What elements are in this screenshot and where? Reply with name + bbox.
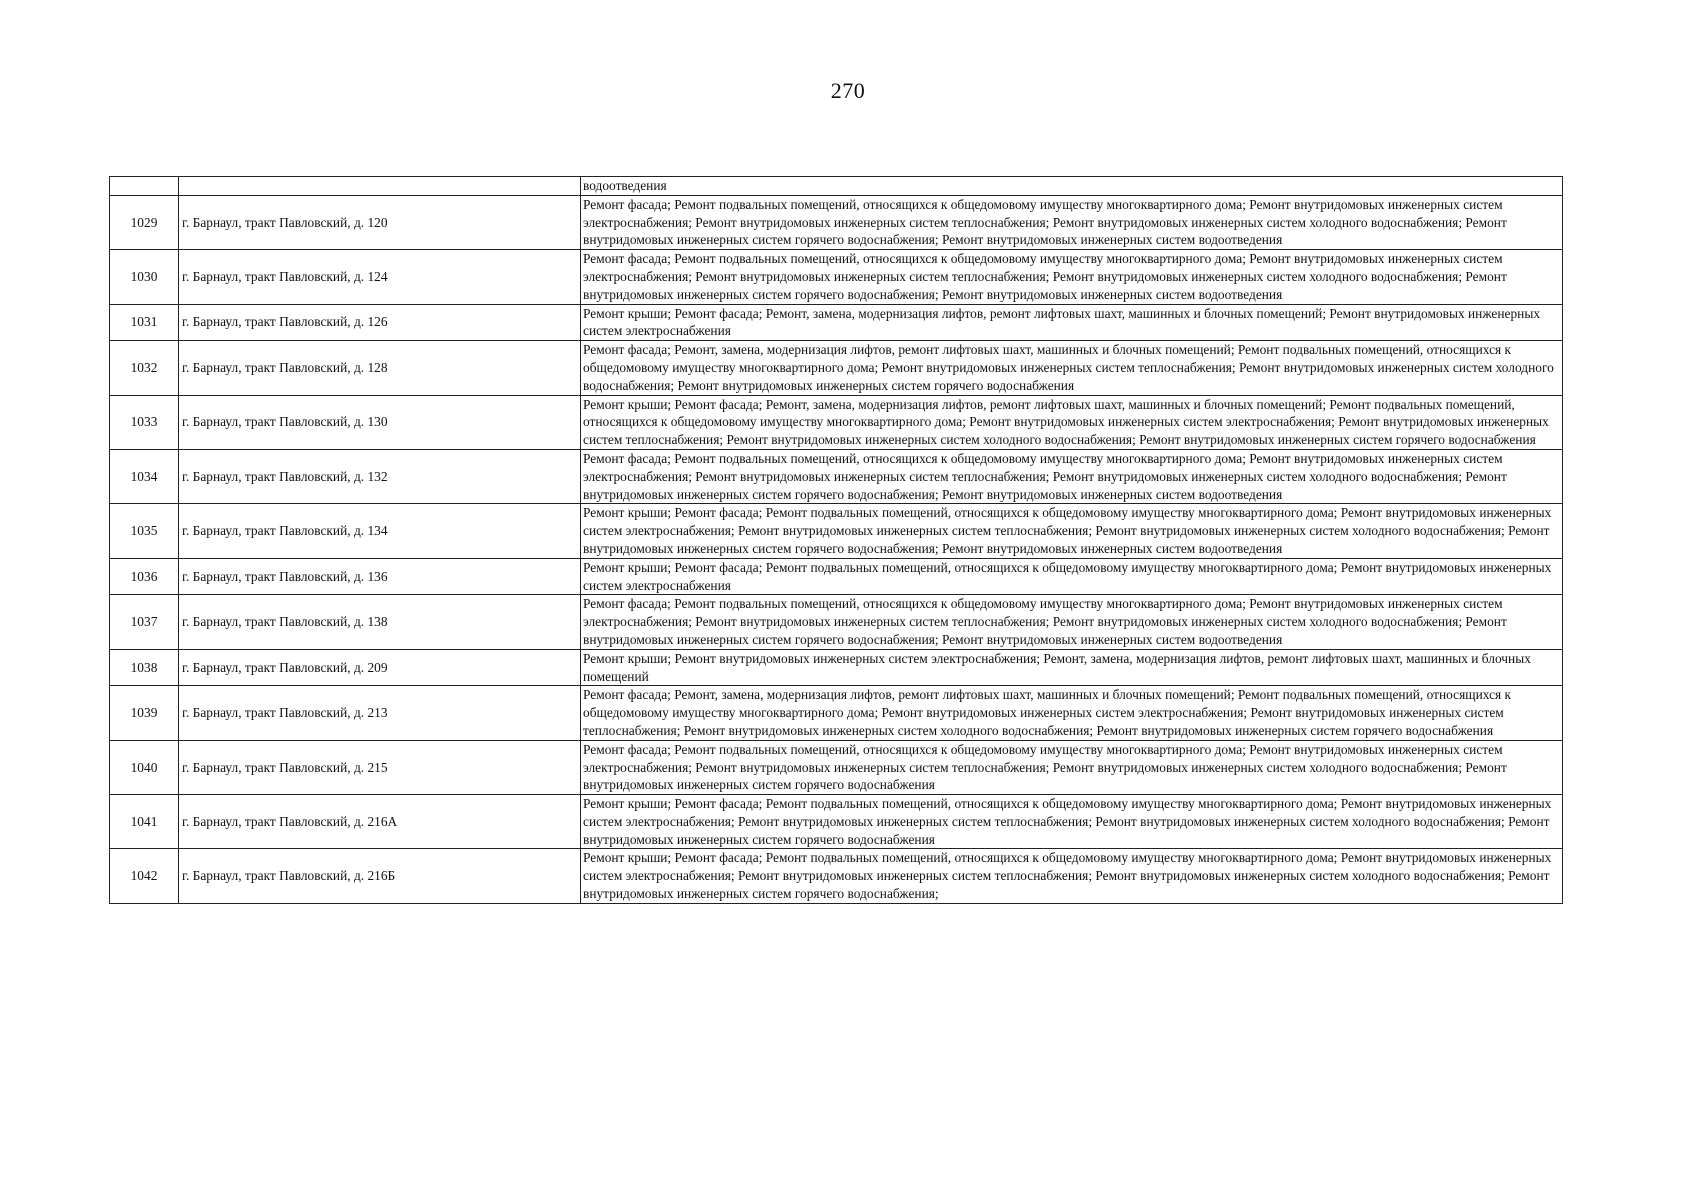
- works-cell: водоотведения: [581, 177, 1563, 196]
- works-cell: Ремонт крыши; Ремонт фасада; Ремонт подвальных помещений, относящихся к общедомовому имуществу многоквартирного дома; Ремонт внутридомовых инженерных систем электроснабжения; Ремонт внутридомовых инженерных систем теплоснабжения; Ремонт внутридомовых инженерных систем холодного водоснабжения; Ремонт внутридомовых инженерных систем горячего водоснабжения; Ремонт внутридомовых инженерных систем водоотведения: [581, 504, 1563, 558]
- address-cell: г. Барнаул, тракт Павловский, д. 132: [179, 449, 581, 503]
- row-number-cell: 1040: [110, 740, 179, 794]
- table-row: [110, 504, 1563, 558]
- row-number-cell: 1035: [110, 504, 179, 558]
- address-cell: г. Барнаул, тракт Павловский, д. 138: [179, 595, 581, 649]
- works-cell: Ремонт крыши; Ремонт фасада; Ремонт подвальных помещений, относящихся к общедомовому имуществу многоквартирного дома; Ремонт внутридомовых инженерных систем электроснабжения; Ремонт внутридомовых инженерных систем теплоснабжения; Ремонт внутридомовых инженерных систем холодного водоснабжения; Ремонт внутридомовых инженерных систем горячего водоснабжения: [581, 795, 1563, 849]
- table-row: [110, 449, 1563, 503]
- table-row: [110, 595, 1563, 649]
- works-cell: Ремонт фасада; Ремонт, замена, модернизация лифтов, ремонт лифтовых шахт, машинных и блочных помещений; Ремонт подвальных помещений, относящихся к общедомовому имуществу многоквартирного дома; Ремонт внутридомовых инженерных систем электроснабжения; Ремонт внутридомовых инженерных систем теплоснабжения; Ремонт внутридомовых инженерных систем холодного водоснабжения; Ремонт внутридомовых инженерных систем горячего водоснабжения: [581, 686, 1563, 740]
- repair-registry-table: [109, 176, 1563, 904]
- address-cell: г. Барнаул, тракт Павловский, д. 216Б: [179, 849, 581, 903]
- row-number-cell: 1029: [110, 195, 179, 249]
- address-cell: г. Барнаул, тракт Павловский, д. 130: [179, 395, 581, 449]
- address-cell: г. Барнаул, тракт Павловский, д. 120: [179, 195, 581, 249]
- row-number-cell: 1034: [110, 449, 179, 503]
- works-cell: Ремонт крыши; Ремонт фасада; Ремонт подвальных помещений, относящихся к общедомовому имуществу многоквартирного дома; Ремонт внутридомовых инженерных систем электроснабжения: [581, 558, 1563, 595]
- registry-body: [110, 177, 1563, 904]
- address-cell: г. Барнаул, тракт Павловский, д. 216А: [179, 795, 581, 849]
- address-cell: г. Барнаул, тракт Павловский, д. 136: [179, 558, 581, 595]
- page-number: 270: [830, 78, 866, 103]
- works-cell: Ремонт фасада; Ремонт подвальных помещений, относящихся к общедомовому имуществу многоквартирного дома; Ремонт внутридомовых инженерных систем электроснабжения; Ремонт внутридомовых инженерных систем теплоснабжения; Ремонт внутридомовых инженерных систем холодного водоснабжения; Ремонт внутридомовых инженерных систем горячего водоснабжения; Ремонт внутридомовых инженерных систем водоотведения: [581, 449, 1563, 503]
- row-number-cell: 1030: [110, 250, 179, 304]
- works-cell: Ремонт крыши; Ремонт фасада; Ремонт подвальных помещений, относящихся к общедомовому имуществу многоквартирного дома; Ремонт внутридомовых инженерных систем электроснабжения; Ремонт внутридомовых инженерных систем теплоснабжения; Ремонт внутридомовых инженерных систем холодного водоснабжения; Ремонт внутридомовых инженерных систем горячего водоснабжения;: [581, 849, 1563, 903]
- table-row: [110, 558, 1563, 595]
- row-number-cell: 1032: [110, 341, 179, 395]
- table-row: [110, 740, 1563, 794]
- table-row: [110, 795, 1563, 849]
- address-cell: г. Барнаул, тракт Павловский, д. 213: [179, 686, 581, 740]
- table-row: [110, 304, 1563, 341]
- works-cell: Ремонт фасада; Ремонт, замена, модернизация лифтов, ремонт лифтовых шахт, машинных и блочных помещений; Ремонт подвальных помещений, относящихся к общедомовому имуществу многоквартирного дома; Ремонт внутридомовых инженерных систем теплоснабжения; Ремонт внутридомовых инженерных систем холодного водоснабжения; Ремонт внутридомовых инженерных систем горячего водоснабжения: [581, 341, 1563, 395]
- table-row: [110, 250, 1563, 304]
- works-cell: Ремонт фасада; Ремонт подвальных помещений, относящихся к общедомовому имуществу многоквартирного дома; Ремонт внутридомовых инженерных систем электроснабжения; Ремонт внутридомовых инженерных систем теплоснабжения; Ремонт внутридомовых инженерных систем холодного водоснабжения; Ремонт внутридомовых инженерных систем горячего водоснабжения; Ремонт внутридомовых инженерных систем водоотведения: [581, 595, 1563, 649]
- row-number-cell: 1041: [110, 795, 179, 849]
- works-cell: Ремонт крыши; Ремонт фасада; Ремонт, замена, модернизация лифтов, ремонт лифтовых шахт, машинных и блочных помещений; Ремонт подвальных помещений, относящихся к общедомовому имуществу многоквартирного дома; Ремонт внутридомовых инженерных систем электроснабжения; Ремонт внутридомовых инженерных систем теплоснабжения; Ремонт внутридомовых инженерных систем холодного водоснабжения; Ремонт внутридомовых инженерных систем горячего водоснабжения: [581, 395, 1563, 449]
- works-cell: Ремонт крыши; Ремонт фасада; Ремонт, замена, модернизация лифтов, ремонт лифтовых шахт, машинных и блочных помещений; Ремонт внутридомовых инженерных систем электроснабжения: [581, 304, 1563, 341]
- row-number-cell: 1037: [110, 595, 179, 649]
- address-cell: [179, 177, 581, 196]
- works-cell: Ремонт фасада; Ремонт подвальных помещений, относящихся к общедомовому имуществу многоквартирного дома; Ремонт внутридомовых инженерных систем электроснабжения; Ремонт внутридомовых инженерных систем теплоснабжения; Ремонт внутридомовых инженерных систем холодного водоснабжения; Ремонт внутридомовых инженерных систем горячего водоснабжения: [581, 740, 1563, 794]
- table-row: [110, 341, 1563, 395]
- address-cell: г. Барнаул, тракт Павловский, д. 209: [179, 649, 581, 686]
- row-number-cell: 1042: [110, 849, 179, 903]
- continuation-row: [110, 177, 1563, 196]
- row-number-cell: 1033: [110, 395, 179, 449]
- address-cell: г. Барнаул, тракт Павловский, д. 126: [179, 304, 581, 341]
- row-number-cell: 1039: [110, 686, 179, 740]
- row-number-cell: [110, 177, 179, 196]
- row-number-cell: 1031: [110, 304, 179, 341]
- table-row: [110, 686, 1563, 740]
- works-cell: Ремонт крыши; Ремонт внутридомовых инженерных систем электроснабжения; Ремонт, замена, модернизация лифтов, ремонт лифтовых шахт, машинных и блочных помещений: [581, 649, 1563, 686]
- row-number-cell: 1038: [110, 649, 179, 686]
- table-row: [110, 395, 1563, 449]
- address-cell: г. Барнаул, тракт Павловский, д. 134: [179, 504, 581, 558]
- row-number-cell: 1036: [110, 558, 179, 595]
- address-cell: г. Барнаул, тракт Павловский, д. 128: [179, 341, 581, 395]
- table-row: [110, 649, 1563, 686]
- address-cell: г. Барнаул, тракт Павловский, д. 124: [179, 250, 581, 304]
- table-row: [110, 195, 1563, 249]
- works-cell: Ремонт фасада; Ремонт подвальных помещений, относящихся к общедомовому имуществу многоквартирного дома; Ремонт внутридомовых инженерных систем электроснабжения; Ремонт внутридомовых инженерных систем теплоснабжения; Ремонт внутридомовых инженерных систем холодного водоснабжения; Ремонт внутридомовых инженерных систем горячего водоснабжения; Ремонт внутридомовых инженерных систем водоотведения: [581, 195, 1563, 249]
- address-cell: г. Барнаул, тракт Павловский, д. 215: [179, 740, 581, 794]
- works-cell: Ремонт фасада; Ремонт подвальных помещений, относящихся к общедомовому имуществу многоквартирного дома; Ремонт внутридомовых инженерных систем электроснабжения; Ремонт внутридомовых инженерных систем теплоснабжения; Ремонт внутридомовых инженерных систем холодного водоснабжения; Ремонт внутридомовых инженерных систем горячего водоснабжения; Ремонт внутридомовых инженерных систем водоотведения: [581, 250, 1563, 304]
- table-row: [110, 849, 1563, 903]
